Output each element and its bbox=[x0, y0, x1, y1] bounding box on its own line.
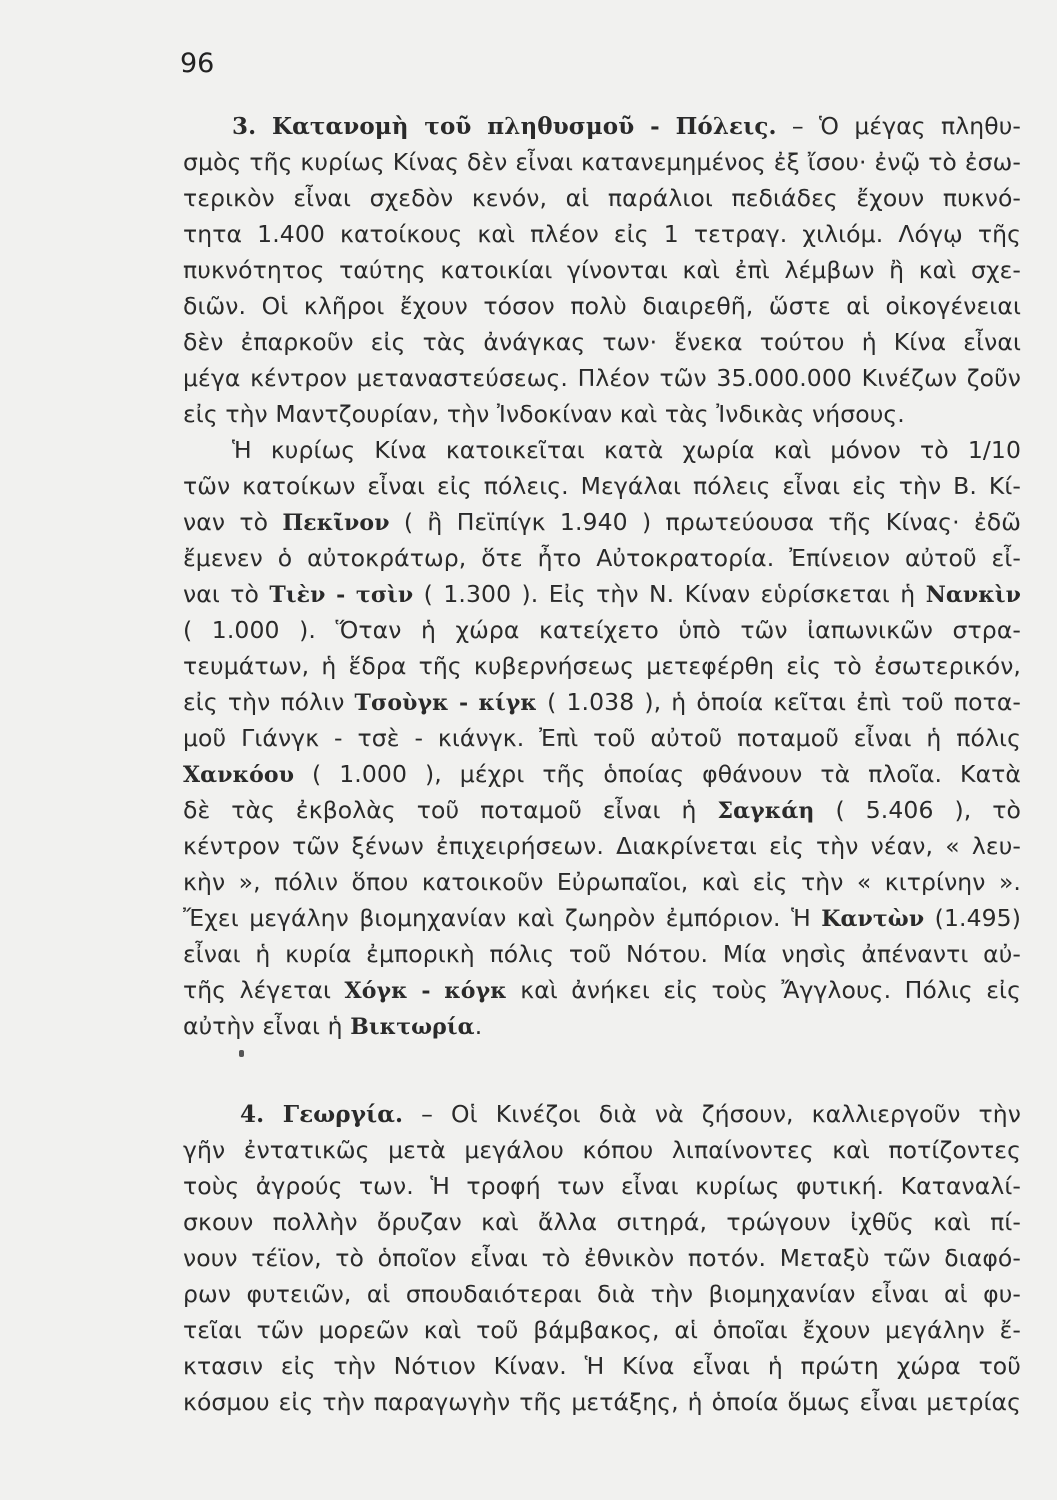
line-text: δὲ τὰς ἐκβολὰς τοῦ ποταμοῦ εἶναι ἡ bbox=[183, 796, 718, 824]
section4-line: τοὺς ἀγρούς των. Ἡ τροφή των εἶναι κυρίως φυτική. Καταναλί- bbox=[183, 1172, 1021, 1200]
section3-p2-line bbox=[183, 794, 1021, 828]
page-number: 96 bbox=[180, 48, 215, 79]
section3-line: σμὸς τῆς κυρίως Κίνας δὲν εἶναι κατανεμημένος ἐξ ἴσου· ἐνῷ τὸ ἐσω- bbox=[183, 148, 1021, 176]
section4-line: κτασιν εἰς τὴν Νότιον Κίναν. Ἡ Κίνα εἶναι ἡ πρώτη χώρα τοῦ bbox=[183, 1352, 1021, 1380]
line-text: ( 5.406 ), τὸ bbox=[814, 796, 1021, 824]
line-text: (1.495) bbox=[924, 904, 1021, 932]
line-text: ( ἢ Πεϊπίγκ 1.940 ) πρωτεύουσα τῆς Κίνας· ἐδῶ bbox=[389, 508, 1022, 536]
section3-p2-line: Ἡ κυρίως Κίνα κατοικεῖται κατὰ χωρία καὶ μόνον τὸ 1/10 bbox=[232, 436, 1021, 464]
line-text: . bbox=[474, 1012, 483, 1040]
section4-line: ρων φυτειῶν, αἱ σπουδαιότεραι διὰ τὴν βιομηχανίαν εἶναι αἱ φυ- bbox=[183, 1280, 1021, 1308]
section4-line: νουν τέϊον, τὸ ὁποῖον εἶναι τὸ ἐθνικὸν ποτόν. Μεταξὺ τῶν διαφό- bbox=[183, 1244, 1021, 1272]
section3-line: τητα 1.400 κατοίκους καὶ πλέον εἰς 1 τετραγ. χιλιόμ. Λόγῳ τῆς bbox=[183, 220, 1021, 248]
section3-p2-line: εἶναι ἡ κυρία ἐμπορικὴ πόλις τοῦ Νότου. Μία νησὶς ἀπέναντι αὐ- bbox=[183, 940, 1021, 968]
city-peking: Πεκῖνον bbox=[282, 510, 390, 536]
section3-line: εἰς τὴν Μαντζουρίαν, τὴν Ἰνδοκίναν καὶ τὰς Ἰνδικὰς νήσους. bbox=[183, 400, 905, 428]
section3-heading: 3. Κατανομὴ τοῦ πληθυσμοῦ - Πόλεις. bbox=[232, 113, 777, 140]
line-text: καὶ ἀνήκει εἰς τοὺς Ἄγγλους. Πόλις εἰς bbox=[506, 976, 1021, 1004]
section3-line: διῶν. Οἱ κλῆροι ἔχουν τόσον πολὺ διαιρεθῆ, ὥστε αἱ οἰκογένειαι bbox=[183, 292, 1021, 320]
city-canton: Καντὼν bbox=[821, 906, 925, 932]
city-chungking: Τσοὺγκ - κίγκ bbox=[354, 690, 538, 716]
city-nanking: Νανκὶν bbox=[925, 582, 1021, 608]
section3-line-text: – Ὁ μέγας πληθυ- bbox=[791, 112, 1021, 140]
line-text: ναν τὸ bbox=[183, 508, 283, 536]
section3-line: τερικὸν εἶναι σχεδὸν κενόν, αἱ παράλιοι πεδιάδες ἔχουν πυκνό- bbox=[183, 184, 1021, 212]
section4-line: κόσμου εἰς τὴν παραγωγὴν τῆς μετάξης, ἡ ὁποία ὅμως εἶναι μετρίας bbox=[183, 1388, 1021, 1416]
section3-p2-line bbox=[183, 1010, 1021, 1044]
section3-line-1 bbox=[232, 110, 1021, 143]
section4-heading: 4. Γεωργία. bbox=[240, 1101, 404, 1128]
section4-line-text: – Οἱ Κινέζοι διὰ νὰ ζήσουν, καλλιεργοῦν τὴν bbox=[421, 1100, 1021, 1128]
section3-p2-line: τῶν κατοίκων εἶναι εἰς πόλεις. Μεγάλαι πόλεις εἶναι εἰς τὴν Β. Κί- bbox=[183, 472, 1021, 500]
section3-p2-line: ἔμενεν ὁ αὐτοκράτωρ, ὅτε ἦτο Αὐτοκρατορία. Ἐπίνειον αὐτοῦ εἶ- bbox=[183, 544, 1021, 572]
line-text: Ἔχει μεγάλην βιομηχανίαν καὶ ζωηρὸν ἐμπόριον. Ἡ bbox=[183, 904, 822, 932]
section3-p2-line: μοῦ Γιάνγκ - τσὲ - κιάνγκ. Ἐπὶ τοῦ αὐτοῦ ποταμοῦ εἶναι ἡ πόλις bbox=[183, 724, 1021, 752]
section4-line: τεῖαι τῶν μορεῶν καὶ τοῦ βάμβακος, αἱ ὁποῖαι ἔχουν μεγάλην ἔ- bbox=[183, 1316, 1021, 1344]
line-text: αὐτὴν εἶναι ἡ bbox=[183, 1012, 351, 1040]
line-text: ( 1.300 ). Εἰς τὴν Ν. Κίναν εὑρίσκεται ἡ bbox=[413, 580, 926, 608]
line-text: ( 1.000 ), μέχρι τῆς ὁποίας φθάνουν τὰ πλοῖα. Κατὰ bbox=[294, 760, 1021, 788]
section4-line: γῆν ἐντατικῶς μετὰ μεγάλου κόπου λιπαίνοντες καὶ ποτίζοντες bbox=[183, 1136, 1021, 1164]
section3-p2-line: κέντρον τῶν ξένων ἐπιχειρήσεων. Διακρίνεται εἰς τὴν νέαν, « λευ- bbox=[183, 832, 1021, 860]
section4-line: σκουν πολλὴν ὄρυζαν καὶ ἄλλα σιτηρά, τρώγουν ἰχθῦς καὶ πί- bbox=[183, 1208, 1021, 1236]
city-shanghai: Σαγκάη bbox=[717, 798, 815, 824]
city-tientsin: Τιὲν - τσὶν bbox=[269, 582, 414, 608]
section3-line: πυκνότητος ταύτης κατοικίαι γίνονται καὶ ἐπὶ λέμβων ἢ καὶ σχε- bbox=[183, 256, 1021, 284]
section3-p2-line bbox=[183, 758, 1021, 792]
city-victoria: Βικτωρία bbox=[350, 1014, 475, 1040]
section3-line: δὲν ἐπαρκοῦν εἰς τὰς ἀνάγκας των· ἕνεκα τούτου ἡ Κίνα εἶναι bbox=[183, 328, 1021, 356]
ink-dot bbox=[239, 1050, 244, 1057]
section3-p2-line bbox=[183, 578, 1021, 612]
section3-p2-line bbox=[183, 902, 1021, 936]
section3-line: μέγα κέντρον μεταναστεύσεως. Πλέον τῶν 35.000.000 Κινέζων ζοῦν bbox=[183, 364, 1021, 392]
line-text: ναι τὸ bbox=[183, 580, 270, 608]
city-hankow: Χανκόου bbox=[183, 762, 295, 788]
line-text: τῆς λέγεται bbox=[183, 976, 345, 1004]
section3-p2-line bbox=[183, 974, 1021, 1008]
section4-line-1 bbox=[240, 1098, 1021, 1131]
section3-p2-line bbox=[183, 506, 1021, 540]
line-text: εἰς τὴν πόλιν bbox=[183, 688, 355, 716]
city-hongkong: Χόγκ - κόγκ bbox=[344, 978, 507, 1004]
line-text: ( 1.038 ), ἡ ὁποία κεῖται ἐπὶ τοῦ ποτα- bbox=[537, 688, 1021, 716]
section3-p2-line: τευμάτων, ἡ ἕδρα τῆς κυβερνήσεως μετεφέρθη εἰς τὸ ἐσωτερικόν, bbox=[183, 652, 1021, 680]
section3-p2-line bbox=[183, 686, 1021, 720]
section3-p2-line: κὴν », πόλιν ὅπου κατοικοῦν Εὐρωπαῖοι, καὶ εἰς τὴν « κιτρίνην ». bbox=[183, 868, 1021, 896]
section3-p2-line: ( 1.000 ). Ὅταν ἡ χώρα κατείχετο ὑπὸ τῶν ἰαπωνικῶν στρα- bbox=[183, 616, 1021, 644]
